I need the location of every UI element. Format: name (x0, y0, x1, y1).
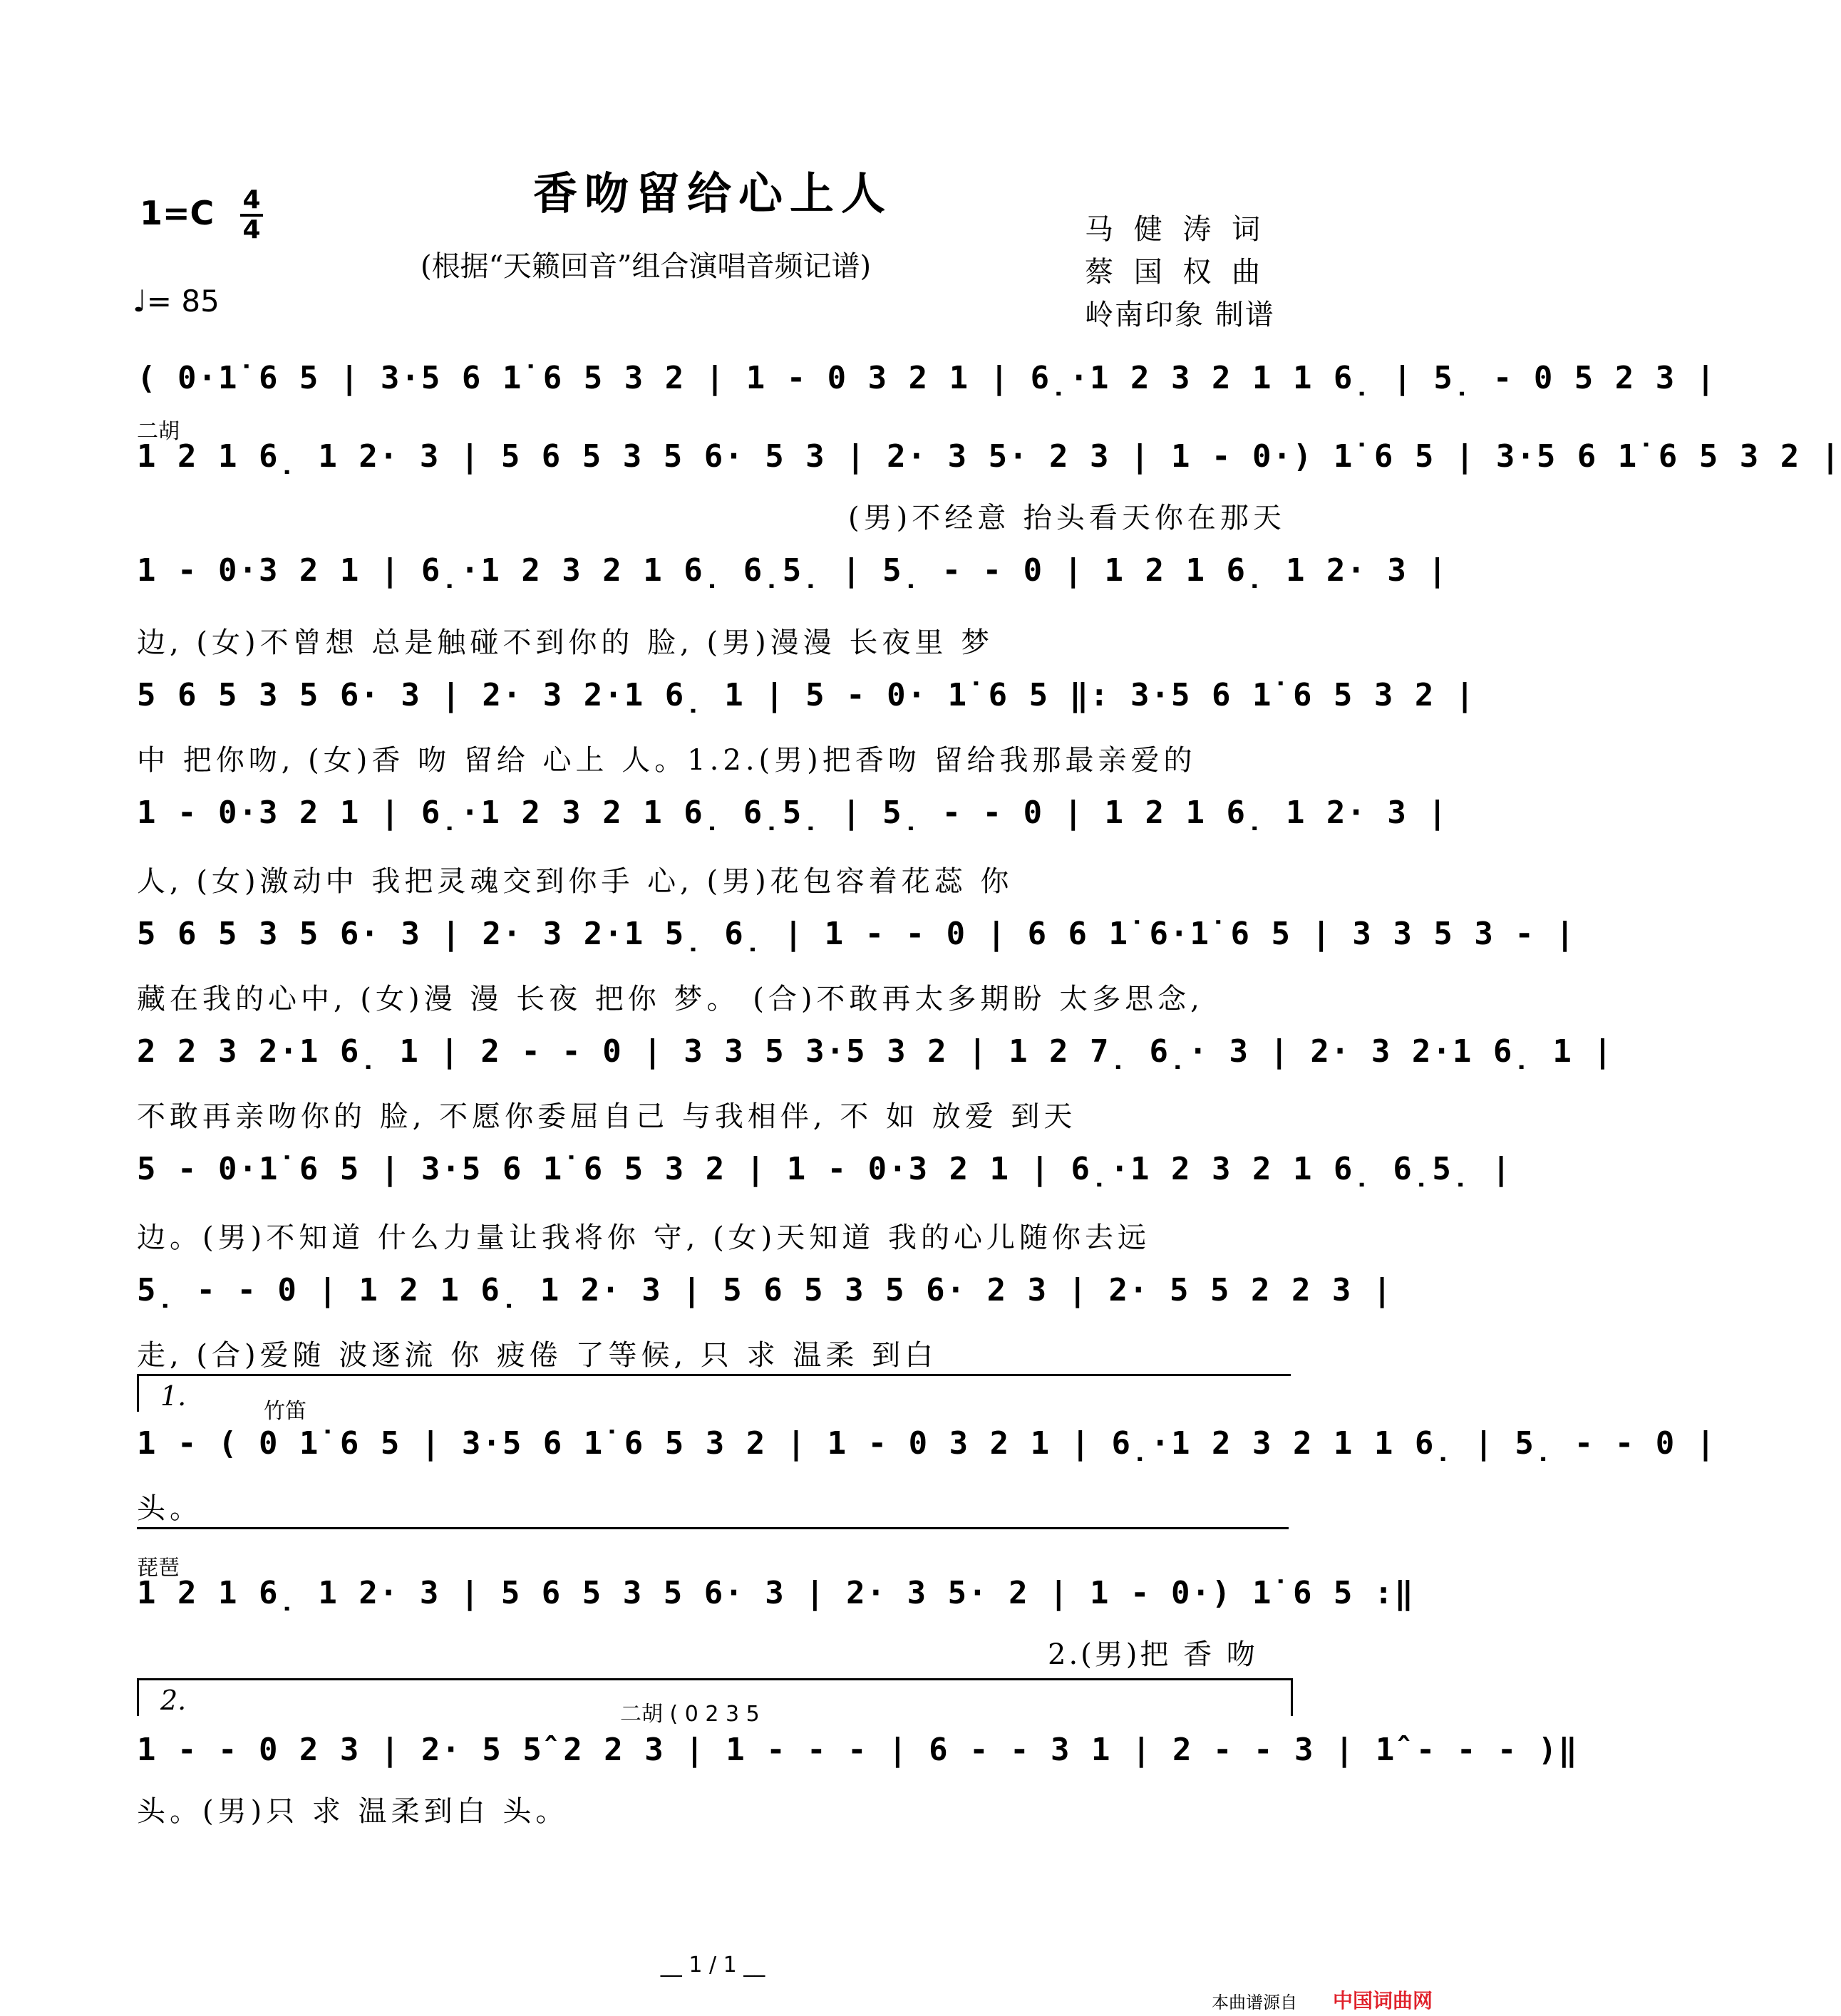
time-signature (237, 187, 266, 244)
instrument-label-pipa: 琵琶 (137, 1556, 180, 1581)
lyric-line-9: 走, (合)爱随 波逐流 你 疲倦 了等候, 只 求 温柔 到白 (137, 1339, 938, 1372)
score-line-4: 5 6 5 3 5 6· 3 | 2· 3 2·1 6̣ 1 | 5 - 0· 1̇ 6 5 ‖: 3·5 6 1̇ 6 5 3 2 | (137, 677, 1476, 713)
score-line-6: 5 6 5 3 5 6· 3 | 2· 3 2·1 5̣ 6̣ | 1 - - 0 | 6 6 1̇ 6·1̇ 6 5 | 3 3 5 3 - | (137, 916, 1576, 952)
lyric-line-12: 头。(男)只 求 温柔到白 头。 (137, 1795, 569, 1828)
continuation-line (137, 1527, 1289, 1529)
score-subtitle: (根据“天籁回音”组合演唱音频记谱) (421, 250, 872, 283)
volta-number-1: 1. (160, 1380, 187, 1412)
lyric-line-11: 2.(男)把 香 吻 (1048, 1638, 1258, 1671)
lyric-line-3: 边, (女)不曾想 总是触碰不到你的 脸, (男)漫漫 长夜里 梦 (137, 626, 994, 659)
tempo-marking: ♩= 85 (133, 284, 220, 319)
lyric-line-4: 中 把你吻, (女)香 吻 留给 心上 人。1.2.(男)把香吻 留给我那最亲爱的 (137, 744, 1197, 777)
volta-number-2: 2. (160, 1685, 187, 1716)
score-line-11: 1 2 1 6̣ 1 2· 3 | 5 6 5 3 5 6· 3 | 2· 3 5· 2 | 1 - 0·) 1̇ 6 5 :‖ (137, 1575, 1415, 1611)
footer-site-link[interactable]: 中国词曲网 (1333, 1989, 1433, 2012)
time-signature-top: 4 (242, 185, 261, 214)
score-line-10: 1 - ( 0 1̇ 6 5 | 3·5 6 1̇ 6 5 3 2 | 1 - 0 3 2 1 | 6̣·1 2 3 2 1 1 6̣ | 5̣ - - 0 | (137, 1425, 1717, 1462)
score-line-9: 5̣ - - 0 | 1 2 1 6̣ 1 2· 3 | 5 6 5 3 5 6· 2 3 | 2· 5 5 2 2 3 | (137, 1272, 1393, 1308)
score-line-8: 5 - 0·1̇ 6 5 | 3·5 6 1̇ 6 5 3 2 | 1 - 0·3 2 1 | 6̣·1 2 3 2 1 6̣ 6̣5̣ | (137, 1151, 1512, 1187)
lyric-line-10: 头。 (137, 1492, 202, 1525)
lyric-line-2: (男)不经意 抬头看天你在那天 (848, 502, 1286, 534)
page-number: __ 1 / 1 __ (660, 1953, 765, 1978)
key-signature: 1=C (140, 194, 215, 232)
score-line-5: 1 - 0·3 2 1 | 6̣·1 2 3 2 1 6̣ 6̣5̣ | 5̣ - - 0 | 1 2 1 6̣ 1 2· 3 | (137, 795, 1448, 831)
instrument-label-erhu-ending: 二胡 ( 0 2 3 5 (620, 1702, 760, 1727)
score-line-3: 1 - 0·3 2 1 | 6̣·1 2 3 2 1 6̣ 6̣5̣ | 5̣ - - 0 | 1 2 1 6̣ 1 2· 3 | (137, 552, 1448, 589)
instrument-label-dizi: 竹笛 (264, 1399, 306, 1424)
score-line-1: ( 0·1̇ 6 5 | 3·5 6 1̇ 6 5 3 2 | 1 - 0 3 2 1 | 6̣·1 2 3 2 1 1 6̣ | 5̣ - 0 5 2 3 | (137, 360, 1717, 396)
arranger-credit: 岭南印象 制谱 (1085, 299, 1275, 331)
footer-source-text: 本曲谱源自 (1212, 1992, 1297, 2012)
lyric-line-7: 不敢再亲吻你的 脸, 不愿你委屈自己 与我相伴, 不 如 放爱 到天 (137, 1100, 1077, 1133)
lyric-line-6: 藏在我的心中, (女)漫 漫 长夜 把你 梦。 (合)不敢再太多期盼 太多思念, (137, 983, 1204, 1015)
time-signature-bottom: 4 (242, 215, 261, 244)
volta-bracket-1 (137, 1374, 1291, 1412)
score-line-12: 1 - - 0 2 3 | 2· 5 5̂ 2 2 3 | 1 - - - | 6 - - 3 1 | 2 - - 3 | 1̂ - - - )‖ (137, 1732, 1579, 1768)
lyricist-credit: 马 健 涛 词 (1085, 213, 1267, 246)
instrument-label-erhu: 二胡 (137, 419, 180, 444)
lyric-line-5: 人, (女)激动中 我把灵魂交到你手 心, (男)花包容着花蕊 你 (137, 865, 1014, 898)
composer-credit: 蔡 国 权 曲 (1085, 256, 1267, 289)
lyric-line-8: 边。(男)不知道 什么力量让我将你 守, (女)天知道 我的心儿随你去远 (137, 1221, 1150, 1254)
score-title: 香吻留给心上人 (532, 167, 892, 219)
score-line-7: 2 2 3 2·1 6̣ 1 | 2 - - 0 | 3 3 5 3·5 3 2 | 1 2 7̣ 6̣· 3 | 2· 3 2·1 6̣ 1 | (137, 1033, 1614, 1070)
score-line-2: 1 2 1 6̣ 1 2· 3 | 5 6 5 3 5 6· 5 3 | 2· 3 5· 2 3 | 1 - 0·) 1̇ 6 5 | 3·5 6 1̇ 6 5 3 2 | (137, 438, 1841, 475)
